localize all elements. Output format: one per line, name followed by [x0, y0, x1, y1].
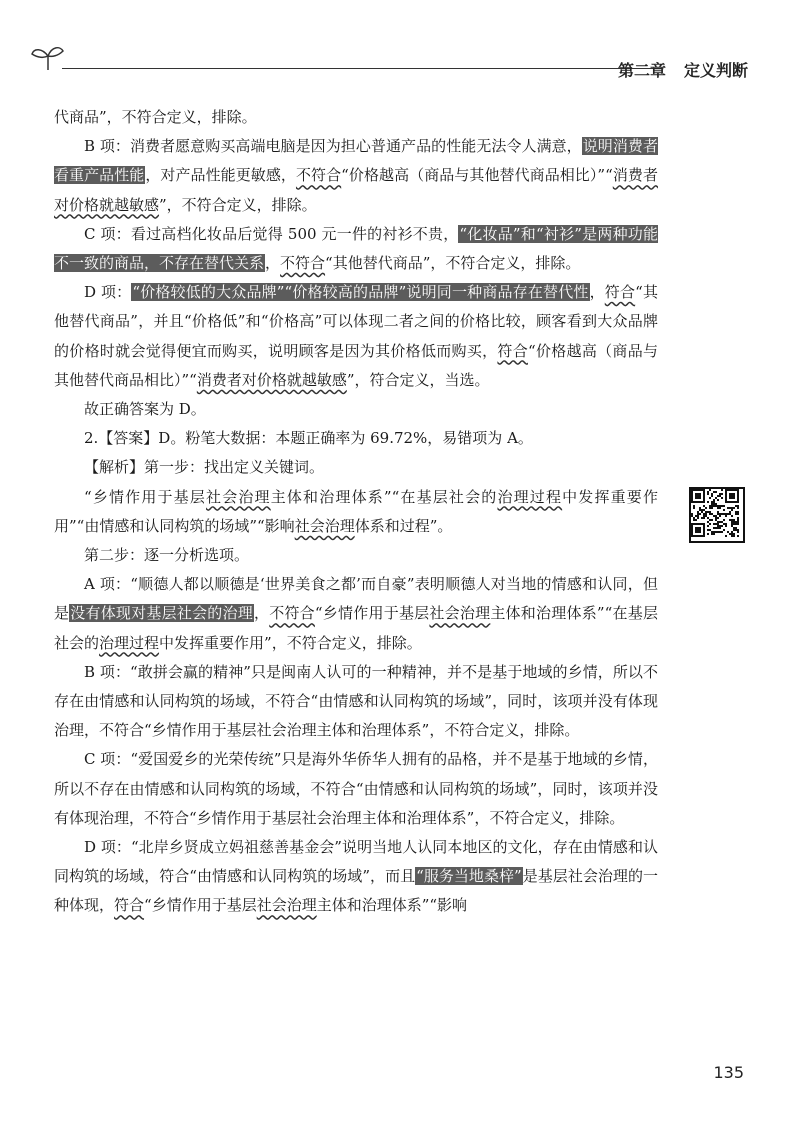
- paragraph: [54, 278, 658, 395]
- text-run: ”，不符合定义，排除。: [159, 195, 317, 214]
- text-run: C 项：看过高档化妆品后觉得 500 元一件的衬衫不贵，: [84, 224, 459, 243]
- text-run: 2.【答案】D。粉笔大数据：本题正确率为 69.72%，易错项为 A。: [84, 429, 533, 448]
- sprout-leaf-icon: [30, 42, 66, 72]
- page-number: 135: [713, 1063, 744, 1082]
- highlighted-text: “价格较低的大众品牌”“价格较高的品牌”说明同一种商品存在替代性: [132, 283, 589, 302]
- text-run: 主体和治理体系”“影响: [316, 896, 468, 915]
- header-rule: [62, 68, 662, 69]
- text-run: 体系和过程”。: [354, 516, 453, 535]
- text-run: 是基层社会治理的一种体现，: [54, 867, 658, 915]
- paragraph: [54, 483, 658, 541]
- text-run: “乡情作用于基层: [144, 896, 257, 915]
- highlighted-text: 说明消费者看重产品性能: [54, 137, 658, 185]
- text-run: 【解析】第一步：找出定义关键词。: [84, 458, 325, 477]
- qr-code-pattern: [691, 489, 739, 537]
- paragraph: [54, 453, 658, 482]
- text-run: 中发挥重要作用”，不符合定义，排除。: [159, 633, 422, 652]
- text-run: 第二步：逐一分析选项。: [84, 546, 250, 565]
- paragraph: [54, 541, 658, 570]
- text-run: ，: [265, 254, 281, 273]
- wavy-underlined-text: 符合: [604, 283, 636, 302]
- page-header: [0, 0, 800, 90]
- text-run: C 项：“爱国爱乡的光荣传统”只是海外华侨华人拥有的品格，并不是基于地域的乡情，所以不存在由情感和认同构筑的场域，不符合“由情感和认同构筑的场域”，同时，该项并没有体现治理，不符合“乡情作用于基层社会治理主体和治理体系”，不符合定义，排除。: [54, 750, 658, 827]
- text-run: B 项：消费者愿意购买高端电脑是因为担心普通产品的性能无法令人满意，: [84, 137, 582, 156]
- wavy-underlined-text: 符合: [114, 896, 145, 915]
- text-run: “乡情作用于基层: [314, 604, 430, 623]
- wavy-underlined-text: 社会治理: [256, 896, 317, 915]
- wavy-underlined-text: 社会治理: [429, 604, 491, 623]
- text-run: ，: [253, 604, 270, 623]
- highlighted-text: “化妆品”和“衬衫”是两种功能不一致的商品，不存在替代关系: [54, 224, 658, 273]
- paragraph: [54, 570, 658, 658]
- paragraph: [54, 658, 658, 746]
- page-body: [54, 103, 658, 921]
- wavy-underlined-text: 治理过程: [99, 633, 160, 652]
- text-run: 主体和治理体系”“在基层社会的: [54, 604, 658, 652]
- highlighted-text: “服务当地桑梓”: [416, 867, 522, 886]
- text-run: A 项：“顺德人都以顺德是‘世界美食之都’而自豪”表明顺德人对当地的情感和认同，但是: [54, 575, 658, 623]
- text-run: ，: [589, 283, 605, 302]
- text-run: ”，符合定义，当选。: [346, 370, 490, 389]
- text-run: D 项：: [84, 283, 132, 302]
- text-run: “其他替代商品”，并且“价格低”和“价格高”可以体现二者之间的价格比较，顾客看到大众品牌的价格时就会觉得便宜而购买，说明顾客是因为其价格低而购买，: [54, 283, 658, 360]
- text-run: 主体和治理体系”“在基层社会的: [270, 487, 498, 506]
- chapter-number: 第二章: [617, 61, 666, 80]
- text-run: “乡情作用于基层: [84, 487, 207, 506]
- qr-code[interactable]: [689, 487, 745, 543]
- paragraph: [54, 833, 658, 921]
- paragraph: [54, 103, 658, 132]
- wavy-underlined-text: 社会治理: [294, 516, 355, 535]
- wavy-underlined-text: 治理过程: [497, 487, 563, 506]
- wavy-underlined-text: 不符合: [295, 166, 342, 185]
- wavy-underlined-text: 不符合: [269, 604, 315, 623]
- wavy-underlined-text: 不符合: [280, 254, 326, 273]
- wavy-underlined-text: 消费者对价格就越敏感: [54, 166, 658, 214]
- text-run: ，对产品性能更敏感，: [145, 166, 296, 185]
- wavy-underlined-text: 消费者对价格就越敏感: [196, 370, 347, 389]
- text-run: 代商品”，不符合定义，排除。: [54, 108, 257, 126]
- paragraph: [54, 424, 658, 453]
- text-run: 中发挥重要作用”“由情感和认同构筑的场域”“影响: [54, 487, 658, 535]
- text-run: 故正确答案为 D。: [84, 400, 206, 419]
- text-run: B 项：“敢拼会赢的精神”只是闽南人认可的一种精神，并不是基于地域的乡情，所以不存在由情感和认同构筑的场域，不符合“由情感和认同构筑的场域”，同时，该项并没有体现治理，不符合“乡情作用于基层社会治理主体和治理体系”，不符合定义，排除。: [54, 662, 658, 740]
- paragraph: [54, 395, 658, 424]
- wavy-underlined-text: 符合: [497, 341, 528, 360]
- wavy-underlined-text: 社会治理: [206, 487, 271, 506]
- chapter-title: 定义判断: [683, 61, 748, 80]
- chapter-heading: [618, 58, 748, 81]
- paragraph: [54, 745, 658, 833]
- text-run: “价格越高（商品与其他替代商品相比）”“: [341, 166, 613, 185]
- paragraph: [54, 132, 658, 220]
- text-run: “其他替代商品”，不符合定义，排除。: [325, 254, 581, 273]
- paragraph: [54, 220, 658, 278]
- text-run: “价格越高（商品与其他替代商品相比）”“: [54, 341, 658, 389]
- highlighted-text: 没有体现对基层社会的治理: [70, 604, 253, 623]
- text-run: D 项：“北岸乡贤成立妈祖慈善基金会”说明当地人认同本地区的文化，存在由情感和认同构筑的场域，符合“由情感和认同构筑的场域”，而且: [54, 838, 658, 886]
